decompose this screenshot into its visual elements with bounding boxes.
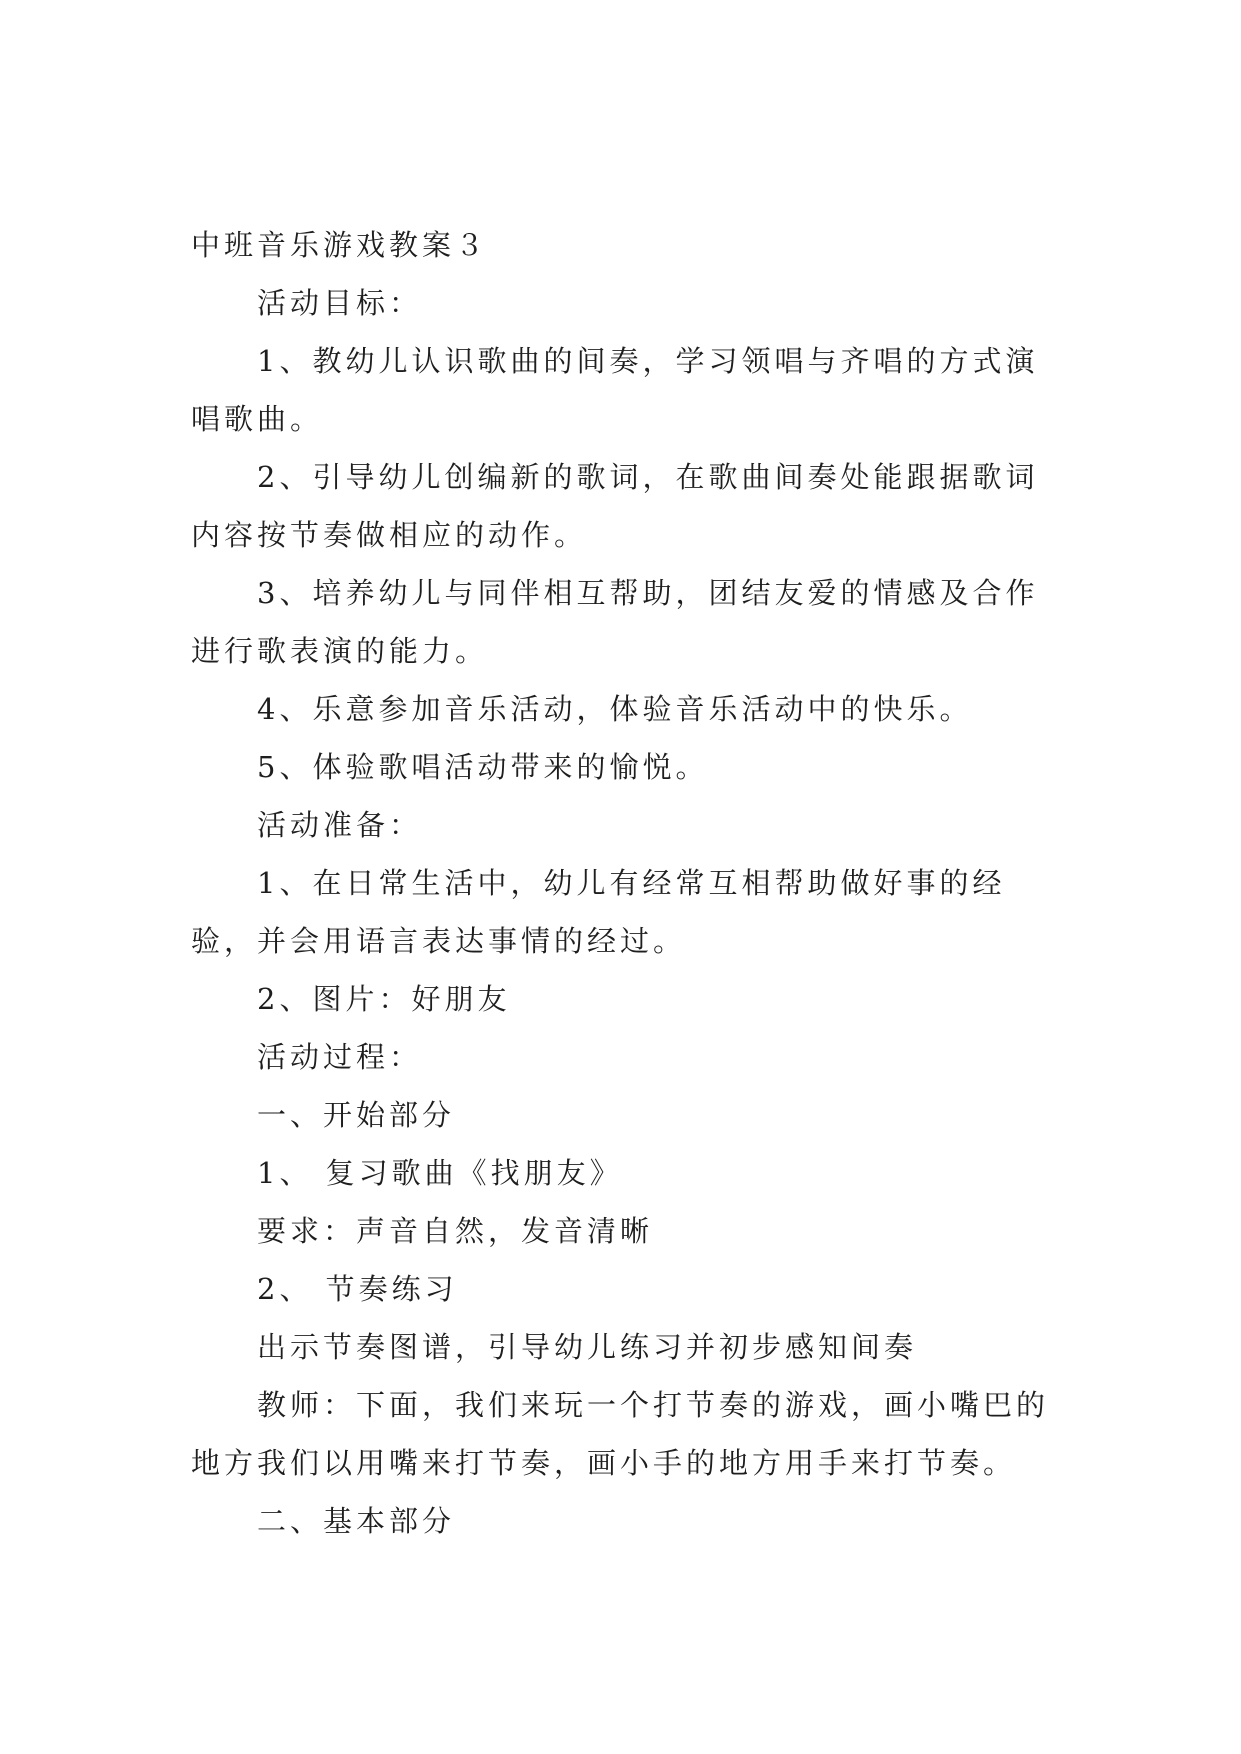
preparation-item-1: 1、在日常生活中，幼儿有经常互相帮助做好事的经验，并会用语言表达事情的经过。: [191, 866, 1006, 958]
process-part-2-heading: 二、基本部分: [257, 1504, 456, 1538]
document-body: [191, 216, 1061, 1550]
preparation-item-2: 2、图片：好朋友: [257, 982, 511, 1016]
process-step-2-description: 出示节奏图谱，引导幼儿练习并初步感知间奏: [257, 1330, 918, 1364]
document-title: 中班音乐游戏教案３: [191, 228, 489, 262]
process-step-1: 1、 复习歌曲《找朋友》: [257, 1156, 623, 1190]
goal-item-2: 2、引导幼儿创编新的歌词，在歌曲间奏处能跟据歌词内容按节奏做相应的动作。: [191, 460, 1039, 552]
process-part-1-heading: 一、开始部分: [257, 1098, 456, 1132]
goal-item-4: 4、乐意参加音乐活动，体验音乐活动中的快乐。: [257, 692, 973, 726]
goal-item-1: 1、教幼儿认识歌曲的间奏，学习领唱与齐唱的方式演唱歌曲。: [191, 344, 1039, 436]
section-heading-goals: 活动目标：: [257, 286, 423, 320]
process-step-2: 2、 节奏练习: [257, 1272, 458, 1306]
section-heading-preparation: 活动准备：: [257, 808, 423, 842]
process-step-1-requirement: 要求：声音自然，发音清晰: [257, 1214, 654, 1248]
goal-item-5: 5、体验歌唱活动带来的愉悦。: [257, 750, 709, 784]
section-heading-process: 活动过程：: [257, 1040, 423, 1074]
goal-item-3: 3、培养幼儿与同伴相互帮助，团结友爱的情感及合作进行歌表演的能力。: [191, 576, 1039, 668]
teacher-instruction: 教师：下面，我们来玩一个打节奏的游戏，画小嘴巴的地方我们以用嘴来打节奏，画小手的地方用手来打节奏。: [191, 1388, 1050, 1480]
